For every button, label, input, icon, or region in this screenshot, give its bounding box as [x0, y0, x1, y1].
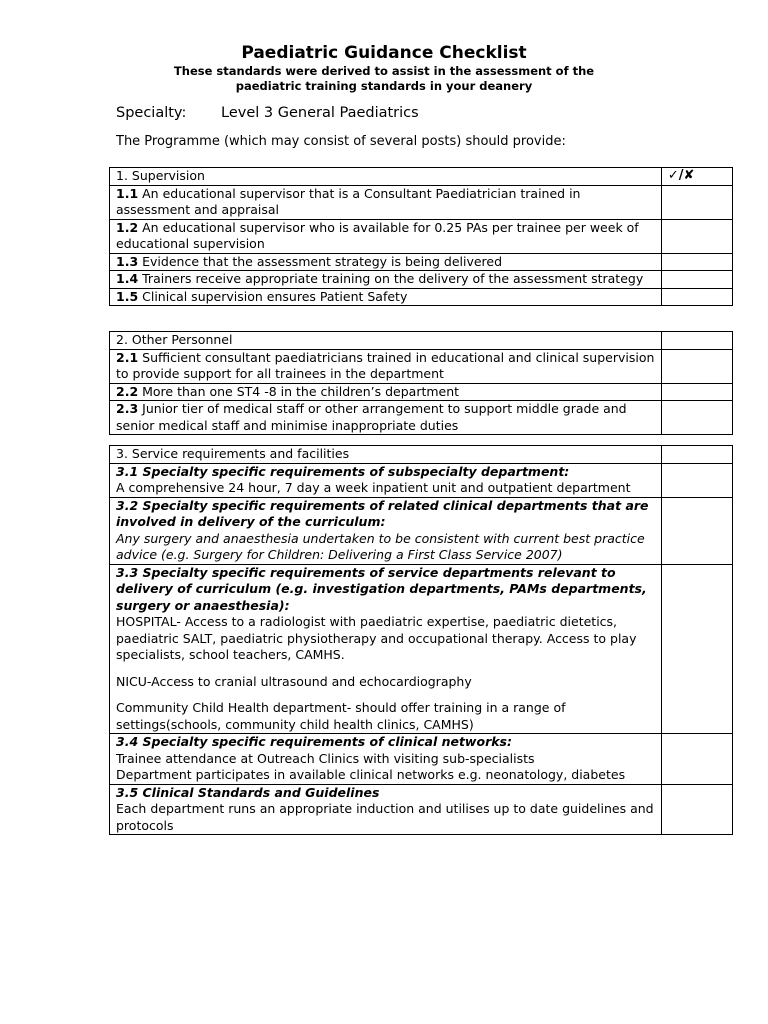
tick-cell[interactable] — [661, 288, 732, 306]
item-text: More than one ST4 -8 in the children’s department — [138, 383, 460, 399]
item-number: 1.1 — [116, 185, 139, 201]
item-title: 3.4 Specialty specific requirements of clinical networks: — [116, 734, 512, 749]
item-number: 1.5 — [116, 288, 139, 304]
tick-cell[interactable] — [661, 332, 732, 350]
item-number: 2.3 — [116, 401, 139, 416]
specialty-line — [116, 103, 419, 123]
tick-cell[interactable] — [661, 349, 732, 383]
item-text: An educational supervisor that is a Consultant Paediatrician trained in assessment and appraisal — [116, 185, 581, 217]
tick-cell[interactable] — [661, 463, 732, 497]
checklist-row — [110, 383, 733, 401]
page-subtitle — [0, 64, 768, 93]
item-text: An educational supervisor who is available for 0.25 PAs per trainee per week of educational supervision — [116, 219, 639, 251]
item-number: 2.2 — [116, 383, 139, 399]
item-text: Trainers receive appropriate training on the delivery of the assessment strategy — [138, 271, 644, 286]
checklist-row — [110, 271, 733, 289]
tick-cell[interactable] — [661, 401, 732, 435]
section-heading: 3. Service requirements and facilities — [110, 446, 662, 464]
section-header-row — [110, 168, 733, 186]
item-text-community: Community Child Health department- should offer training in a range of settings(schools, community child health clinics, CAMHS) — [116, 700, 566, 732]
tick-cell[interactable] — [661, 185, 732, 219]
tick-cell[interactable] — [661, 564, 732, 734]
item-title: 3.5 Clinical Standards and Guidelines — [116, 784, 380, 800]
checklist-row — [110, 253, 733, 271]
specialty-value: Level 3 General Paediatrics — [221, 105, 419, 121]
section-supervision-table — [109, 167, 733, 306]
section-heading: 2. Other Personnel — [110, 332, 662, 350]
tick-cell[interactable] — [661, 271, 732, 289]
checklist-row — [110, 564, 733, 734]
tick-cell[interactable] — [661, 219, 732, 253]
checklist-row — [110, 497, 733, 564]
checklist-row — [110, 463, 733, 497]
item-text: Evidence that the assessment strategy is being delivered — [138, 253, 503, 269]
checklist-row — [110, 288, 733, 306]
checklist-row — [110, 401, 733, 435]
item-title: 3.3 Specialty specific requirements of service departments relevant to delivery of curriculum (e.g. investigation departments, PAMs departments, surgery or anaesthesia): — [116, 564, 647, 613]
item-text-networks: Department participates in available clinical networks e.g. neonatology, diabetes — [116, 767, 626, 782]
subtitle-line-2: paediatric training standards in your deanery — [235, 78, 533, 93]
tick-cell[interactable] — [661, 734, 732, 785]
item-text-nicu: NICU-Access to cranial ultrasound and echocardiography — [116, 673, 472, 689]
section-header-row — [110, 446, 733, 464]
programme-intro: The Programme (which may consist of several posts) should provide: — [116, 134, 566, 149]
section-other-personnel-table — [109, 331, 733, 435]
item-text: Sufficient consultant paediatricians trained in educational and clinical supervision to provide support for all trainees in the department — [116, 349, 655, 381]
item-text-hospital: HOSPITAL- Access to a radiologist with paediatric expertise, paediatric dietetics, paediatric SALT, paediatric physiotherapy and occupational therapy. Access to play specialists, school teachers, CAMHS. — [116, 614, 637, 662]
checklist-row — [110, 219, 733, 253]
item-text: Junior tier of medical staff or other arrangement to support middle grade and senior medical staff and minimise inappropriate duties — [116, 401, 627, 433]
item-title: 3.1 Specialty specific requirements of subspecialty department: — [116, 463, 570, 479]
item-text: Each department runs an appropriate induction and utilises up to date guidelines and protocols — [116, 801, 654, 833]
item-number: 1.4 — [116, 271, 139, 286]
tick-cell[interactable] — [661, 253, 732, 271]
tick-cell[interactable] — [661, 383, 732, 401]
page-title: Paediatric Guidance Checklist — [241, 43, 527, 63]
item-number: 1.3 — [116, 253, 139, 269]
item-number: 2.1 — [116, 349, 139, 365]
specialty-label: Specialty: — [116, 105, 187, 121]
checklist-row — [110, 734, 733, 785]
item-text: Clinical supervision ensures Patient Safety — [138, 288, 408, 304]
item-text: Any surgery and anaesthesia undertaken to be consistent with current best practice advice (e.g. Surgery for Children: Delivering a First Class Service 2007) — [116, 530, 645, 562]
checklist-row — [110, 185, 733, 219]
section-heading: 1. Supervision — [110, 168, 662, 186]
item-title: 3.2 Specialty specific requirements of related clinical departments that are involved in delivery of the curriculum: — [116, 497, 649, 529]
item-text-outreach: Trainee attendance at Outreach Clinics with visiting sub-specialists — [116, 750, 535, 766]
tick-cross-header: ✓/✘ — [661, 168, 732, 186]
section-service-requirements-table — [109, 445, 733, 835]
subtitle-line-1: These standards were derived to assist in the assessment of the — [173, 64, 595, 78]
tick-cell[interactable] — [661, 784, 732, 835]
section-header-row — [110, 332, 733, 350]
tick-cell[interactable] — [661, 446, 732, 464]
checklist-row — [110, 349, 733, 383]
item-number: 1.2 — [116, 219, 139, 235]
item-text: A comprehensive 24 hour, 7 day a week inpatient unit and outpatient department — [116, 480, 631, 495]
tick-cell[interactable] — [661, 497, 732, 564]
checklist-row — [110, 784, 733, 835]
